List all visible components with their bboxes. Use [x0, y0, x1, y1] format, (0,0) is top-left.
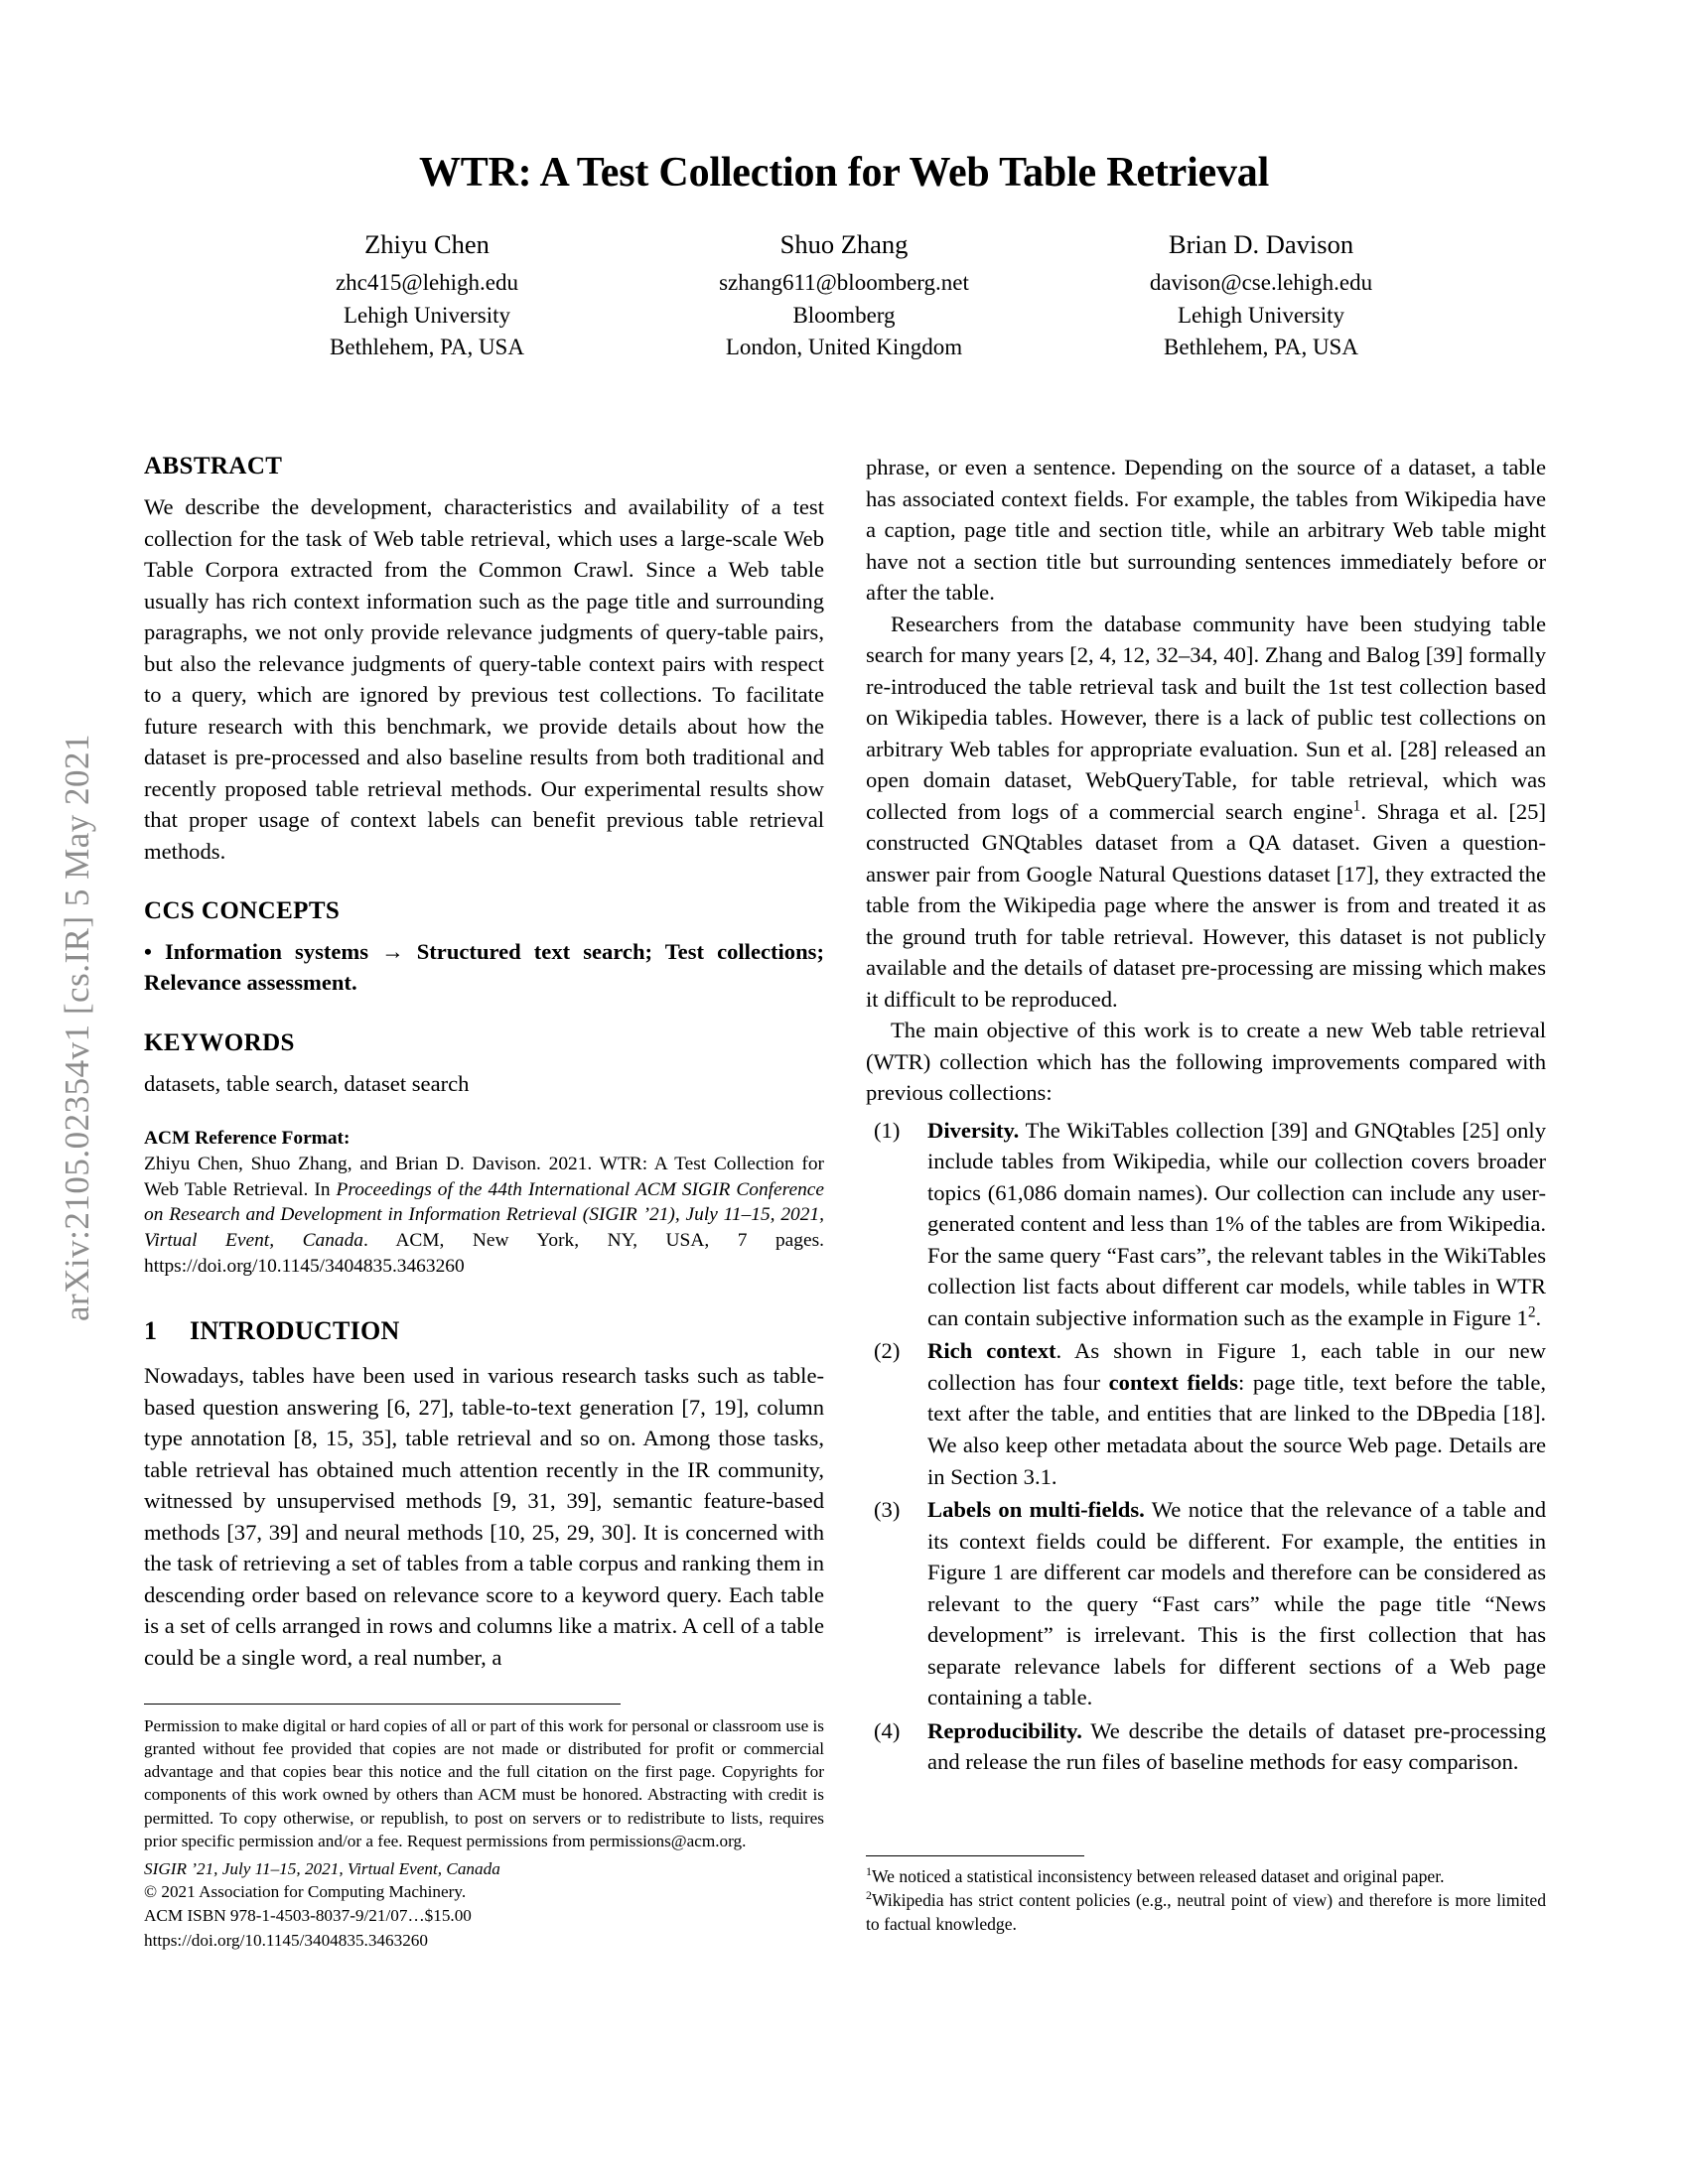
- item-lead-label: Diversity.: [927, 1117, 1020, 1143]
- item-text: We notice that the relevance of a table and its context fields could be different. For example, the entities in Figure 1 are different car models and therefore can be considered as relevant to the query “Fast cars” while the page title “News development” is irrelevant. This is the first collection that has separate relevance labels for different sections of a Web page containing a table.: [927, 1497, 1547, 1710]
- author-email[interactable]: szhang611@bloomberg.net: [719, 269, 969, 295]
- acm-reference-part2: . ACM, New York, NY, USA, 7 pages. https://doi.org/10.1145/3404835.3463260: [144, 1230, 824, 1278]
- title-block: [144, 149, 1544, 364]
- footnote-number: 1: [866, 1864, 872, 1879]
- footnote-number: 2: [866, 1888, 872, 1903]
- copyright-line: © 2021 Association for Computing Machinery.: [144, 1881, 467, 1901]
- introduction-paragraph: Nowadays, tables have been used in various research tasks such as table-based question answering [6, 27], table-to-text generation [7, 19], column type annotation [8, 15, 35], table retrieval and so on. Among those tasks, table retrieval has obtained much attention recently in the IR community, witnessed by unsupervised methods [9, 31, 39], semantic feature-based methods [37, 39] and neural methods [10, 25, 29, 30]. It is concerned with the task of retrieving a set of tables from a table corpus and ranking them in descending order based on relevance score to a keyword query. Each table is a set of cells arranged in rows and columns like a matrix. A cell of a table could be a single word, a real number, a: [144, 1363, 824, 1670]
- doi-link[interactable]: https://doi.org/10.1145/3404835.3463260: [144, 1930, 428, 1950]
- abstract-body: We describe the development, characteristics and availability of a test collection for the task of Web table retrieval, which uses a large-scale Web Table Corpora extracted from the Common Crawl. Since a Web table usually has rich context information such as the page title and surrounding paragraphs, we not only provide relevance judgments of query-table pairs, but also the relevance judgments of query-table context pairs with respect to a query, which are ignored by previous test collections. To facilitate future research with this benchmark, we provide details about how the dataset is pre-processed and also baseline results from both traditional and recently proposed table retrieval methods. Our experimental results show that proper usage of context labels can benefit previous table retrieval methods.: [144, 494, 824, 864]
- ccs-concepts-body: • Information systems → Structured text search; Test collections; Relevance assessment.: [144, 939, 824, 996]
- improvements-list: [866, 1115, 1546, 1778]
- right-paragraph-2a: Researchers from the database community have been studying table search for many years [2, 4, 12, 32–34, 40]. Zhang and Balog [39] formally re-introduced the table retrieval task and built the 1st test collection based on Wikipedia tables. However, there is a lack of public test collections on arbitrary Web tables for appropriate evaluation. Sun et al. [28] released an open domain dataset, WebQueryTable, for table retrieval, which was collected from logs of a commercial search engine: [866, 611, 1546, 824]
- left-column: [144, 452, 824, 1673]
- author-affiliation: Lehigh University: [1178, 302, 1344, 328]
- item-inline-bold: context fields: [1108, 1369, 1238, 1395]
- acm-reference-title: ACM Reference Format:: [144, 1128, 351, 1150]
- footnote-text: We noticed a statistical inconsistency between released dataset and original paper.: [871, 1866, 1445, 1886]
- footnote-marker-1[interactable]: 1: [1352, 797, 1361, 815]
- right-paragraph-2: [866, 609, 1546, 1016]
- author-email[interactable]: zhc415@lehigh.edu: [335, 269, 519, 295]
- footnote-text: Wikipedia has strict content policies (e.g., neutral point of view) and therefore is more limited to factual knowledge.: [866, 1889, 1546, 1934]
- author-affiliation: Lehigh University: [344, 302, 510, 328]
- footnote-entry: [866, 1865, 1546, 1889]
- footnote-marker-2[interactable]: 2: [1527, 1303, 1536, 1321]
- copyright-divider: [144, 1704, 621, 1705]
- acm-reference-part1: Zhiyu Chen, Shuo Zhang, and Brian D. Davison. 2021. WTR: A Test Collection for Web Table Retrieval. In: [144, 1153, 824, 1200]
- author-location: Bethlehem, PA, USA: [330, 335, 524, 360]
- right-paragraph-1: phrase, or even a sentence. Depending on the source of a dataset, a table has associated context fields. For example, the tables from Wikipedia have a caption, page title and section title, while an arbitrary Web table might have not a section title but surrounding sentences immediately before or after the table.: [866, 455, 1546, 606]
- author-affiliation: Bloomberg: [792, 302, 896, 328]
- item-lead-label: Labels on multi-fields.: [927, 1497, 1145, 1523]
- footnote-divider: [866, 1855, 1084, 1856]
- acm-reference-format: [144, 1126, 824, 1280]
- item-text: We describe the details of dataset pre-processing and release the run files of baseline methods for easy comparison.: [927, 1717, 1546, 1775]
- list-item: [866, 1715, 1546, 1778]
- author-location: London, United Kingdom: [725, 335, 963, 360]
- list-item: [866, 1335, 1546, 1492]
- right-column: [866, 452, 1546, 1780]
- venue-line: SIGIR ’21, July 11–15, 2021, Virtual Event, Canada: [144, 1858, 500, 1878]
- author-entry: [223, 226, 631, 364]
- introduction-label: INTRODUCTION: [190, 1315, 400, 1345]
- introduction-number: 1: [144, 1315, 158, 1345]
- right-paragraph-3: The main objective of this work is to create a new Web table retrieval (WTR) collection which has the following improvements compared with previous collections:: [866, 1018, 1546, 1106]
- author-list: [223, 226, 1465, 364]
- page-title: WTR: A Test Collection for Web Table Retrieval: [418, 150, 1270, 196]
- abstract-heading: ABSTRACT: [144, 453, 283, 479]
- author-email[interactable]: davison@cse.lehigh.edu: [1149, 269, 1373, 295]
- introduction-heading: [144, 1313, 824, 1349]
- item-lead-label: Reproducibility.: [927, 1717, 1082, 1743]
- footnotes-block: [866, 1855, 1546, 1937]
- item-text-tail: .: [1535, 1304, 1542, 1330]
- list-item: [866, 1115, 1546, 1334]
- author-location: Bethlehem, PA, USA: [1164, 335, 1358, 360]
- item-lead-label: Rich context: [927, 1338, 1056, 1364]
- author-entry: [1057, 226, 1465, 364]
- ccs-concepts-heading: CCS CONCEPTS: [144, 897, 341, 925]
- item-text: The WikiTables collection [39] and GNQtables [25] only include tables from Wikipedia, while our collection covers broader topics (61,086 domain names). Our collection can include any user-generated content and less than 1% of the tables are from Wikipedia. For the same query “Fast cars”, the relevant tables in the WikiTables collection list facts about different car models, while tables in WTR can contain subjective information such as the example in Figure 1: [927, 1117, 1546, 1330]
- copyright-block: [144, 1704, 824, 1953]
- right-paragraph-2b: . Shraga et al. [25] constructed GNQtables dataset from a QA dataset. Given a question-answer pair from Google Natural Questions dataset [17], they extracted the table from the Wikipedia page where the answer is from and treated it as the ground truth for table retrieval. However, this dataset is not publicly available and the details of dataset pre-processing are missing which makes it difficult to be reproduced.: [866, 798, 1546, 1012]
- acm-reference-proceedings: Proceedings of the 44th International ACM SIGIR Conference on Research and Development in Information Retrieval (SIGIR ’21), July 11–15, 2021, Virtual Event, Canada: [144, 1178, 824, 1252]
- keywords-heading: KEYWORDS: [144, 1028, 295, 1056]
- footnote-entry: [866, 1889, 1546, 1937]
- keywords-body: datasets, table search, dataset search: [144, 1070, 470, 1096]
- item-text: . As shown in Figure 1, each table in our new collection has four: [927, 1338, 1546, 1395]
- author-name: Zhiyu Chen: [364, 229, 490, 260]
- permission-notice: Permission to make digital or hard copies of all or part of this work for personal or classroom use is granted without fee provided that copies are not made or distributed for profit or commercial advantage and that copies bear this notice and the full citation on the first page. Copyrights for components of this work owned by others than ACM must be honored. Abstracting with credit is permitted. To copy otherwise, or republish, to post on servers or to redistribute to lists, requires prior specific permission and/or a fee. Request permissions from permissions@acm.org.: [144, 1716, 824, 1850]
- list-item: [866, 1494, 1546, 1713]
- author-name: Brian D. Davison: [1168, 229, 1354, 260]
- isbn-line: ACM ISBN 978-1-4503-8037-9/21/07…$15.00: [144, 1906, 472, 1926]
- arxiv-stamp: arXiv:2105.02354v1 [cs.IR] 5 May 2021: [58, 733, 96, 1322]
- author-entry: [640, 226, 1048, 364]
- item-text-tail: : page title, text before the table, text after the table, and entities that are linked to the DBpedia [18]. We also keep other metadata about the source Web page. Details are in Section 3.1.: [927, 1369, 1546, 1489]
- author-name: Shuo Zhang: [779, 229, 909, 260]
